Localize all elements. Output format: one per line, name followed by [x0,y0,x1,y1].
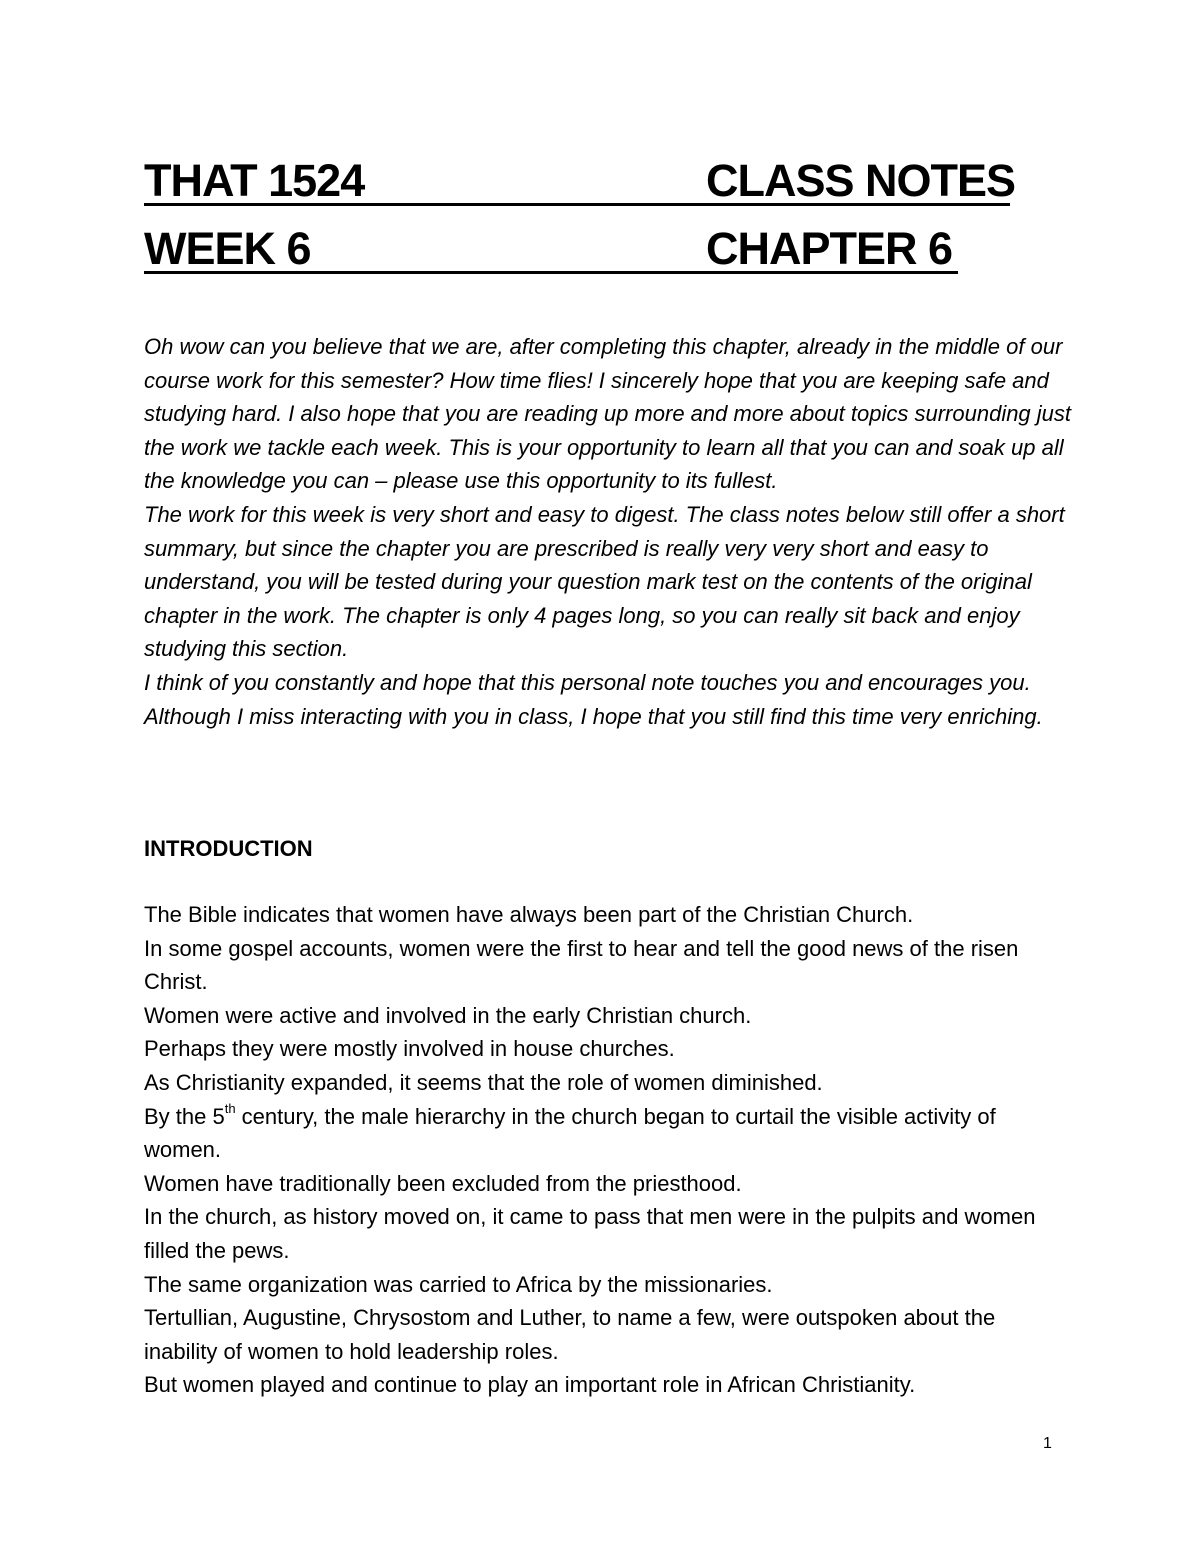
body-line: In the church, as history moved on, it came to pass that men were in the pulpits and women filled the pews. [144,1204,1036,1263]
body-line: In some gospel accounts, women were the first to hear and tell the good news of the risen Christ. [144,935,1019,995]
fifth-century-prefix: By the 5 [144,1103,225,1129]
page-number: 1 [1043,1435,1052,1452]
body-line: The same organization was carried to Africa by the missionaries. [144,1271,773,1297]
note-paragraph-2: The work for this week is very short and easy to digest. The class notes below still offer a short summary, but since the chapter you are prescribed is really very very short and easy to understand, you will be tested during your question mark test on the contents of the original chapter in the work. The chapter is only 4 pages long, so you can really sit back and enjoy studying this section. [144,501,1065,662]
course-code-heading: THAT 1524 [144,155,365,206]
doc-type-heading: CLASS NOTES [706,155,1016,206]
fifth-century-suffix: century, the male hierarchy in the church began to curtail the visible activity of women. [144,1103,996,1163]
body-line: Perhaps they were mostly involved in house churches. [144,1036,675,1062]
body-line: Women were active and involved in the early Christian church. [144,1002,752,1028]
body-line: But women played and continue to play an important role in African Christianity. [144,1372,916,1398]
personal-note [144,330,1074,733]
body-line: Tertullian, Augustine, Chrysostom and Luther, to name a few, were outspoken about the inability of women to hold leadership roles. [144,1305,996,1364]
chapter-heading: CHAPTER 6 [706,223,953,274]
section-heading: INTRODUCTION [144,836,313,861]
note-paragraph-1: Oh wow can you believe that we are, after completing this chapter, already in the middle of our course work for this semester? How time flies! I sincerely hope that you are keeping safe and studying hard. I also hope that you are reading up more and more about topics surrounding just the work we tackle each week. This is your opportunity to learn all that you can and soak up all the knowledge you can – please use this opportunity to its fullest. [144,334,1072,494]
title-row-1 [144,142,1016,206]
body-line: Women have traditionally been excluded from the priesthood. [144,1170,742,1196]
section-body [144,898,1074,1402]
ordinal-superscript: th [224,1101,236,1117]
body-line-fifth-century [144,1100,1074,1167]
week-heading: WEEK 6 [144,223,311,274]
body-line: As Christianity expanded, it seems that the role of women diminished. [144,1069,823,1095]
note-paragraph-3: I think of you constantly and hope that this personal note touches you and encourages you. Although I miss interacting with you in class, I hope that you still find this time very enriching. [144,669,1043,729]
body-line: The Bible indicates that women have always been part of the Christian Church. [144,902,914,927]
title-row-2 [144,210,958,274]
